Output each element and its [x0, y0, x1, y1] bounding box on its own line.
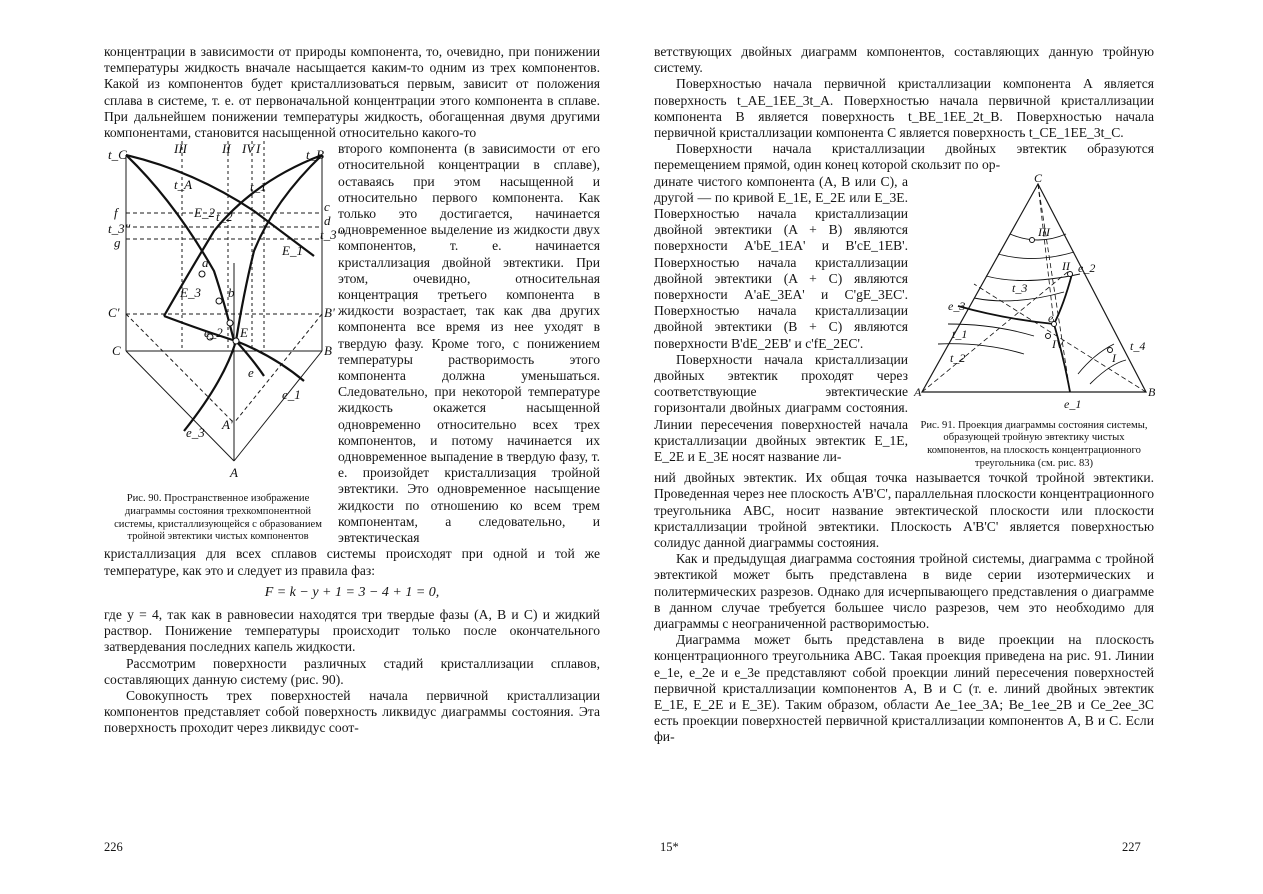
fig91-label-t4: t_4: [1130, 338, 1146, 353]
right-paragraph-2: Поверхностью начала первичной кристаллизации компонента A является поверхность t_AE_1EE_3t_A. Поверхностью начала первичной кристаллизации компонента B является поверхность t_BE_1EE_2t_B. Поверхностью начала первичной кристаллизации компонента C является поверхность t_CE_1EE_3t_C.: [654, 76, 1154, 141]
fig90-label-t1: t_1: [250, 179, 267, 195]
fig91-label-t1: t_1: [952, 326, 968, 341]
figure-91-caption: Рис. 91. Проекция диаграммы состояния системы, образующей тройную эвтектику чистых компонентов, на плоскость концентрационного треугольника (см. рис. 83): [920, 419, 1148, 469]
fig91-label-e: e: [1048, 310, 1054, 325]
figure-90-diagram: [104, 141, 345, 487]
left-paragraph-2: второго компонента (в зависимости от его относительной концентрации в сплаве), оставаясь при этом насыщенной и относительно первого компонента. Как только это достигается, начинается одновременное выделение из жидкости двух компонентов, т. е. начинается кристаллизация двойной эвтектики. При этом, очевидно, относительная концентрация третьего компонента в жидкости возрастает, так как два других компонента все время из нее уходят в твердую фазу. Кроме того, с понижением температуры растворимость этого компонента должна уменьшаться. Следовательно, при некоторой температуре жидкость окажется насыщенной одновременно относительно всех трех компонентов, и потому начинается их одновременное выпадение в твердую фазу, т. е. произойдет кристаллизация тройной эвтектики. Это одновременное насыщение жидкости по отношению ко всем трем компонентам, а следовательно, и эвтектическая: [338, 141, 600, 546]
right-page-number: 227: [1122, 840, 1141, 854]
left-paragraph-5: Рассмотрим поверхности различных стадий кристаллизации сплавов, составляющих данную систему (рис. 90).: [104, 655, 600, 687]
fig90-label-c: c: [324, 199, 330, 215]
right-paragraph-3: Поверхности начала кристаллизации двойных эвтектик образуются перемещением прямой, один конец которой скользит по ор-: [654, 141, 1154, 173]
fig91-label-region-3: III: [1038, 224, 1050, 239]
left-paragraph-3: кристаллизация для всех сплавов системы происходят при одной и той же температуре, как это и следует из правила фаз:: [104, 546, 600, 578]
right-paragraph-8: Диаграмма может быть представлена в виде проекции на плоскость концентрационного треугольника ABC. Такая проекция приведена на рис. 91. Линии e_1e, e_2e и e_3e представляют собой проекции линий пересечения поверхностей первичной кристаллизации компонентов A, B и C (т. е. линий двойных эвтектик E_1E, E_2E и E_3E). Таким образом, области Ae_1ee_3A; Be_1ee_2B и Ce_2ee_3C есть проекции поверхностей первичной кристаллизации компонентов A, B и C. Если фи-: [654, 632, 1154, 745]
figure-90-caption: Рис. 90. Пространственное изображение диаграммы состояния трехкомпонентной системы, кристаллизующейся с образованием тройной эвтектики чистых компонентов: [114, 493, 322, 543]
fig90-label-t2: t_2: [216, 209, 233, 225]
fig90-label-aprime: A': [222, 417, 233, 433]
fig90-label-e1-small: e_1: [282, 387, 301, 403]
fig90-label-e-big: E: [240, 325, 248, 341]
fig91-label-region-1: I: [1112, 350, 1116, 365]
phase-rule-formula: F = k − y + 1 = 3 − 4 + 1 = 0,: [264, 584, 440, 600]
right-paragraph-4: динате чистого компонента (A, B или C), а другой — по кривой E_1E, E_2E или E_3E. Поверхностью начала кристаллизации двойной эвтектики (A + B) являются поверхности A'bE_1EA' и B'cE_1EB'. Поверхностью начала кристаллизации двойной эвтектики (A + C) являются поверхности A'aE_3EA' и C'gE_3EC'. Поверхностью начала кристаллизации двойной эвтектики (B + C) являются поверхности B'dE_2EB' и c'fE_2EC'.: [654, 173, 908, 351]
fig90-label-c-vertex: C: [112, 343, 121, 359]
fig91-label-a: A: [914, 384, 922, 399]
fig91-label-e1: e_1: [1064, 396, 1082, 411]
fig90-label-t4: t_A: [174, 177, 193, 193]
fig91-label-b: B: [1148, 384, 1156, 399]
fig90-label-b-small: b: [228, 285, 235, 301]
figure-91: [914, 170, 1156, 471]
fig90-label-g: g: [114, 235, 121, 251]
fig91-label-region-4: IV: [1052, 336, 1064, 351]
fig90-label-section-2: II: [222, 141, 231, 157]
fig90-label-e3-small: e_3: [186, 425, 205, 441]
right-paragraph-5: Поверхности начала кристаллизации двойных эвтектик проходят через соответствующие эвтектические горизонтали двойных диаграмм состояния. Линии пересечения поверхностей начала кристаллизации двойных эвтектик E_1E, E_2E и E_3E носят название ли-: [654, 351, 908, 465]
left-page-number: 226: [104, 840, 123, 854]
fig90-label-cprime: C': [108, 305, 120, 321]
signature-mark: 15*: [660, 840, 679, 854]
fig90-label-d: d: [324, 213, 331, 229]
fig90-label-tc: t_C: [108, 147, 127, 163]
fig90-label-tb: t_B: [306, 147, 325, 163]
fig90-label-b-vertex: B: [324, 343, 332, 359]
fig90-label-t3pp: t_3'': [108, 221, 131, 237]
figure-90: [104, 141, 345, 544]
right-page: [654, 44, 1154, 746]
fig90-label-e3-big: E_3: [180, 285, 201, 301]
fig90-label-a-vertex: A: [230, 465, 238, 481]
fig90-label-bprime: B': [324, 305, 335, 321]
fig90-label-e-small: e: [248, 365, 254, 381]
fig90-label-f: f: [114, 205, 118, 221]
fig91-label-e3: e_3: [948, 298, 966, 313]
fig90-label-e1-big: E_1: [282, 243, 303, 259]
fig90-label-section-4: IV: [242, 141, 255, 157]
left-page: [104, 44, 600, 737]
fig90-label-t3ppp: t_3''': [320, 227, 345, 243]
figure-91-diagram: [914, 170, 1156, 414]
fig91-label-t3: t_3: [1012, 280, 1028, 295]
fig91-label-t2: t_2: [950, 350, 966, 365]
right-paragraph-6: ний двойных эвтектик. Их общая точка называется точкой тройной эвтектики. Проведенная через нее плоскость A'B'C', параллельная плоскости концентрационного треугольника ABC, носит название эвтектической плоскости или плоскости кристаллизации тройной эвтектики. Плоскость A'B'C' является поверхностью солидус данной диаграммы состояния.: [654, 470, 1154, 551]
left-paragraph-1: концентрации в зависимости от природы компонента, то, очевидно, при понижении температуры жидкость вначале насыщается каким-то одним из трех компонентов. Какой из компонентов будет кристаллизоваться первым, зависит от положения сплава в системе, т. е. от первоначальной концентрации этого компонента в сплаве. При дальнейшем понижении температуры жидкость, обогащенная двумя другими компонентами, становится насыщенной относительно какого-то: [104, 44, 600, 141]
left-paragraph-6: Совокупность трех поверхностей начала первичной кристаллизации компонентов представляет собой поверхность ликвидус диаграммы состояния. Эта поверхность проходит через ликвидус соот-: [104, 687, 600, 736]
fig91-label-e2: e_2: [1078, 260, 1096, 275]
left-paragraph-4: где y = 4, так как в равновесии находятся три твердые фазы (A, B и C) и жидкий раствор. Понижение температуры происходит только после окончательного затвердевания последних капель жидкости.: [104, 606, 600, 655]
fig91-label-region-2: II: [1062, 258, 1070, 273]
fig90-label-e2-small: e_2: [204, 325, 223, 341]
fig90-label-section-3: III: [174, 141, 187, 157]
right-paragraph-7: Как и предыдущая диаграмма состояния тройной системы, диаграмма с тройной эвтектикой может быть представлена в виде серии изотермических и политермических разрезов. Однако для исчерпывающего представления о диаграмме в данном случае требуется большее число разрезов, чем это необходимо для диаграммы с неограниченной растворимостью.: [654, 551, 1154, 632]
fig91-label-c: C: [1034, 170, 1043, 185]
right-paragraph-1: ветствующих двойных диаграмм компонентов, составляющих данную тройную систему.: [654, 44, 1154, 76]
fig90-label-e2-big: E_2: [194, 205, 215, 221]
fig90-label-section-1: I: [256, 141, 261, 157]
fig90-label-a-small: a: [202, 255, 209, 271]
